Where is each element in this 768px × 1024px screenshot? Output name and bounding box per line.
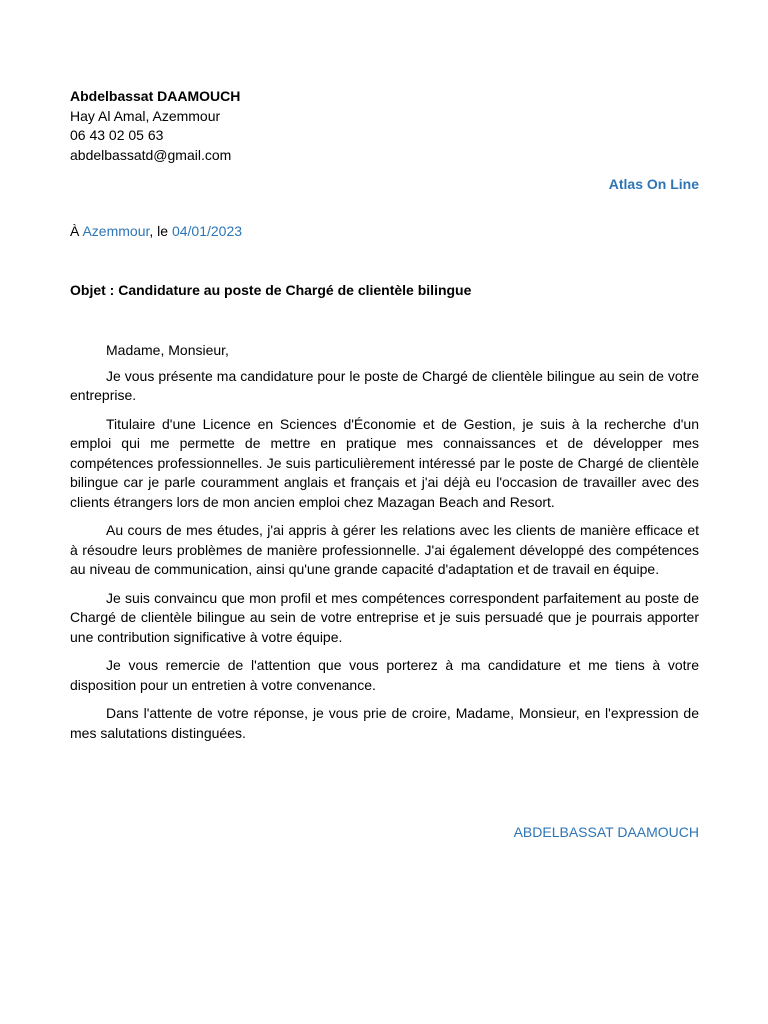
sender-block (70, 87, 699, 165)
body-paragraph: Dans l'attente de votre réponse, je vous prie de croire, Madame, Monsieur, en l'expression de mes salutations distinguées. (70, 705, 699, 741)
sender-email: abdelbassatd@gmail.com (70, 146, 232, 163)
recipient-company: Atlas On Line (608, 176, 699, 192)
sender-address: Hay Al Amal, Azemmour (70, 107, 221, 124)
place-date-prefix: À (70, 223, 83, 239)
body-paragraph: Je suis convaincu que mon profil et mes compétences correspondent parfaitement au poste de Chargé de clientèle bilingue au sein de votre entreprise et je suis persuadé que je pourrais apporter une contribution significative à votre équipe. (70, 589, 699, 645)
place-date-line (70, 222, 699, 242)
body-paragraph: Au cours de mes études, j'ai appris à gérer les relations avec les clients de manière efficace et à résoudre leurs problèmes de manière professionnelle. J'ai également développé des compétences au niveau de communication, ainsi qu'une grande capacité d'adaptation et de travail en équipe. (70, 522, 699, 577)
place-city: Azemmour (82, 223, 150, 239)
letter-body (70, 341, 699, 752)
letter-salutation: Madame, Monsieur, (106, 342, 229, 358)
body-paragraph: Titulaire d'une Licence en Sciences d'Économie et de Gestion, je suis à la recherche d'un emploi qui me permette de mettre en pratique mes connaissances et de développer mes compétences professionnelles. Je suis particulièrement intéressé par le poste de Chargé de clientèle bilingue car je parle couramment anglais et français et j'ai déjà eu l'occasion de travailler avec des clients étrangers lors de mon ancien emploi chez Mazagan Beach and Resort. (70, 415, 699, 510)
letter-subject: Objet : Candidature au poste de Chargé de clientèle bilingue (70, 282, 472, 298)
letter-date: 04/01/2023 (171, 223, 243, 239)
sender-phone: 06 43 02 05 63 (70, 127, 164, 143)
body-paragraph: Je vous présente ma candidature pour le poste de Chargé de clientèle bilingue au sein de votre entreprise. (70, 367, 699, 403)
body-paragraph: Je vous remercie de l'attention que vous porterez à ma candidature et me tiens à votre disposition pour un entretien à votre convenance. (70, 657, 699, 693)
sender-name: Abdelbassat DAAMOUCH (70, 88, 241, 104)
place-date-middle: , le (149, 223, 172, 239)
signature-name: ABDELBASSAT DAAMOUCH (513, 824, 699, 840)
